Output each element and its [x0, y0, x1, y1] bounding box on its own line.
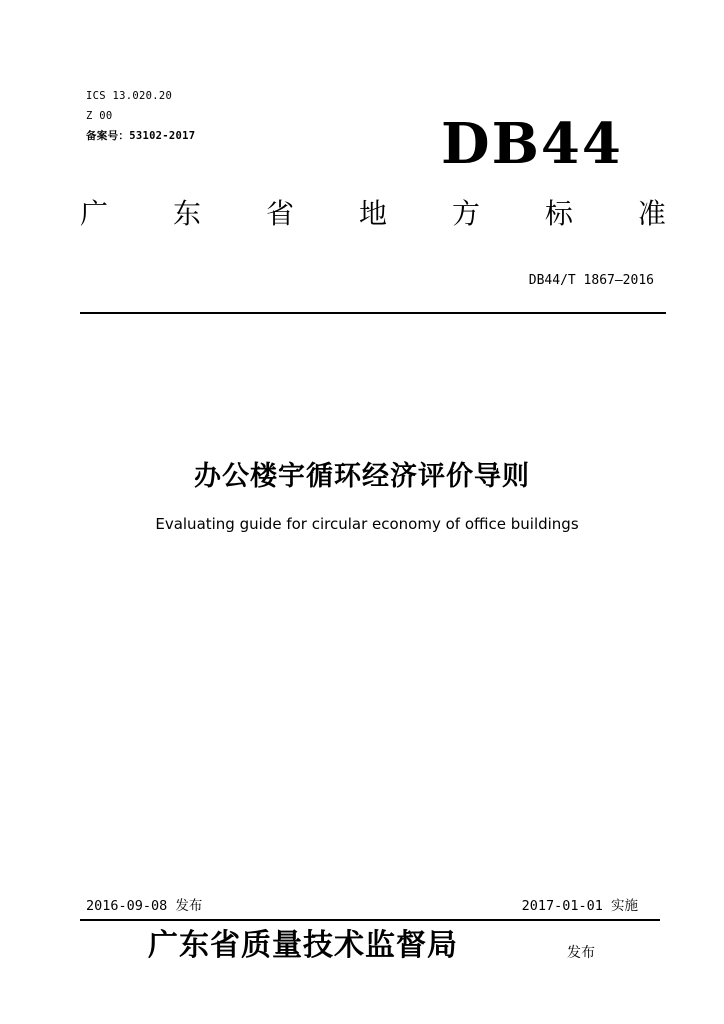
standard-type-char: 省 [265, 197, 294, 230]
effective-date: 2017-01-01 实施 [521, 898, 638, 914]
standard-type-char: 方 [451, 197, 480, 230]
ccs-code: Z 00 [86, 110, 113, 122]
standard-number: DB44/T 1867—2016 [528, 273, 654, 288]
document-title: 办公楼宇循环经济评价导则 [194, 461, 530, 492]
ics-code: ICS 13.020.20 [86, 90, 173, 102]
filing-number: 备案号：53102-2017 [86, 130, 196, 142]
issuing-authority: 广东省质量技术监督局 [148, 928, 458, 963]
issue-date: 2016-09-08 发布 [86, 898, 203, 914]
top-divider [80, 312, 666, 314]
standard-type-char: 地 [358, 197, 387, 230]
standard-type-char: 准 [637, 197, 666, 230]
standard-type-title [80, 197, 666, 230]
standard-type-char: 广 [80, 197, 109, 230]
db44-logo: DB44 [441, 111, 623, 177]
standard-type-char: 东 [172, 197, 201, 230]
standard-type-char: 标 [544, 197, 573, 230]
bottom-divider [80, 919, 660, 921]
document-subtitle: Evaluating guide for circular economy of office buildings [155, 515, 579, 533]
publish-label: 发布 [567, 945, 595, 961]
